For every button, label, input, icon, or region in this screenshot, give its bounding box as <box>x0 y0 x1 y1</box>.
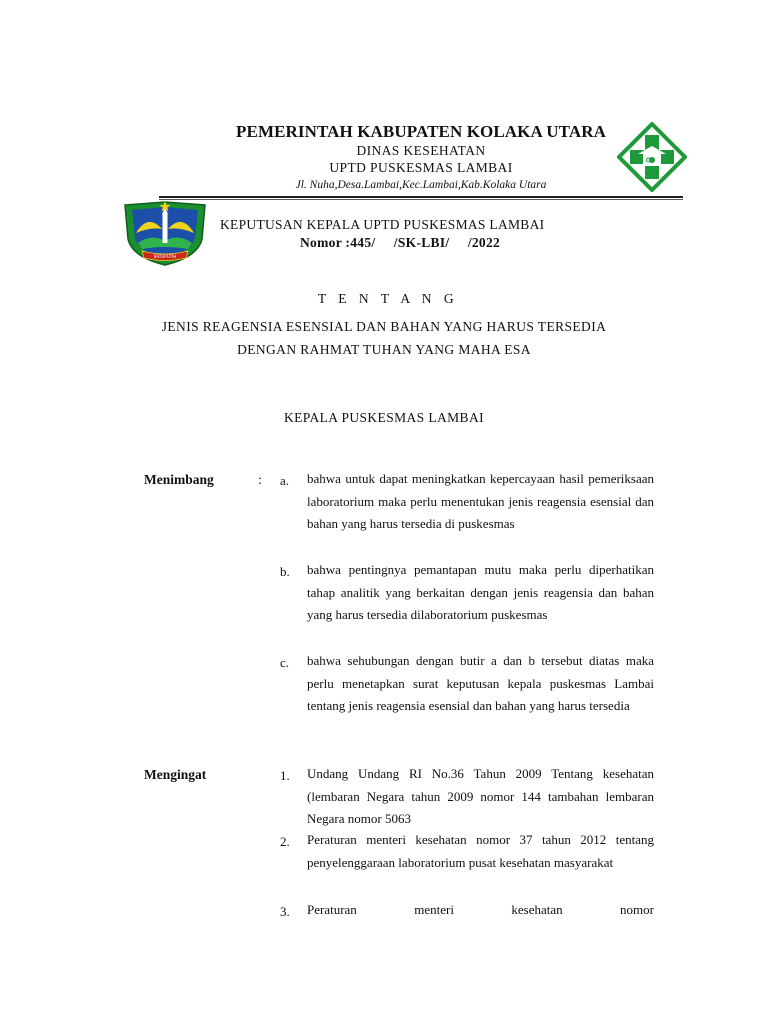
issuer-title: KEPALA PUSKESMAS LAMBAI <box>284 410 484 425</box>
letterhead-unit: UPTD PUSKESMAS LAMBAI <box>329 160 513 175</box>
regency-emblem-icon <box>122 199 208 267</box>
emblem-banner-text: BATUPUTIH <box>153 254 177 259</box>
letterhead-address: Jl. Nuha,Desa.Lambai,Kec.Lambai,Kab.Kolaka Utara <box>295 179 547 191</box>
mengingat-item-3: Peraturan menteri kesehatan nomor <box>307 902 654 917</box>
menimbang-marker-a: a. <box>280 473 290 488</box>
mengingat-marker-1: 1. <box>280 768 290 783</box>
decree-number: Nomor :445/ /SK-LBI/ /2022 <box>300 235 501 250</box>
mengingat-item-2: Peraturan menteri kesehatan nomor 37 tahun 2012 tentang penyelenggaraan laboratorium pusat kesehatan masyarakat <box>307 832 654 870</box>
mengingat-marker-2: 2. <box>280 834 290 849</box>
menimbang-marker-c: c. <box>280 655 290 670</box>
menimbang-item-a: bahwa untuk dapat meningkatkan kepercayaan hasil pemeriksaan laboratorium maka perlu menentukan jenis reagensia esensial dan bahan yang harus tersedia di puskesmas <box>307 471 654 532</box>
letterhead-rule-thin <box>159 199 683 200</box>
subject-line-1: JENIS REAGENSIA ESENSIAL DAN BAHAN YANG HARUS TERSEDIA <box>161 319 607 334</box>
mengingat-label: Mengingat <box>144 767 207 782</box>
menimbang-marker-b: b. <box>280 564 290 579</box>
menimbang-label: Menimbang <box>144 472 214 487</box>
regency-emblem-logo <box>122 199 208 267</box>
subject-heading: T E N T A N G <box>317 291 459 306</box>
menimbang-item-b: bahwa pentingnya pemantapan mutu maka perlu diperhatikan tahap analitik yang berkaitan dengan jenis reagensia dan bahan yang harus tersedia dilaboratorium puskesmas <box>307 562 654 623</box>
mengingat-marker-3: 3. <box>280 904 290 919</box>
letterhead-government: PEMERINTAH KABUPATEN KOLAKA UTARA <box>236 122 606 141</box>
decree-title: KEPUTUSAN KEPALA UPTD PUSKESMAS LAMBAI <box>220 217 545 232</box>
letterhead-rule <box>159 196 683 198</box>
menimbang-colon: : <box>258 472 262 487</box>
letterhead-agency: DINAS KESEHATAN <box>356 143 486 158</box>
subject-line-2: DENGAN RAHMAT TUHAN YANG MAHA ESA <box>237 342 531 357</box>
menimbang-item-c: bahwa sehubungan dengan butir a dan b tersebut diatas maka perlu menetapkan surat keputusan kepala puskesmas Lambai tentang jenis reagensia esensial dan bahan yang harus tersedia <box>307 653 654 714</box>
mengingat-item-1: Undang Undang RI No.36 Tahun 2009 Tentang kesehatan (lembaran Negara tahun 2009 nomor 144 tambahan lembaran Negara nomor 5063 <box>307 766 654 827</box>
